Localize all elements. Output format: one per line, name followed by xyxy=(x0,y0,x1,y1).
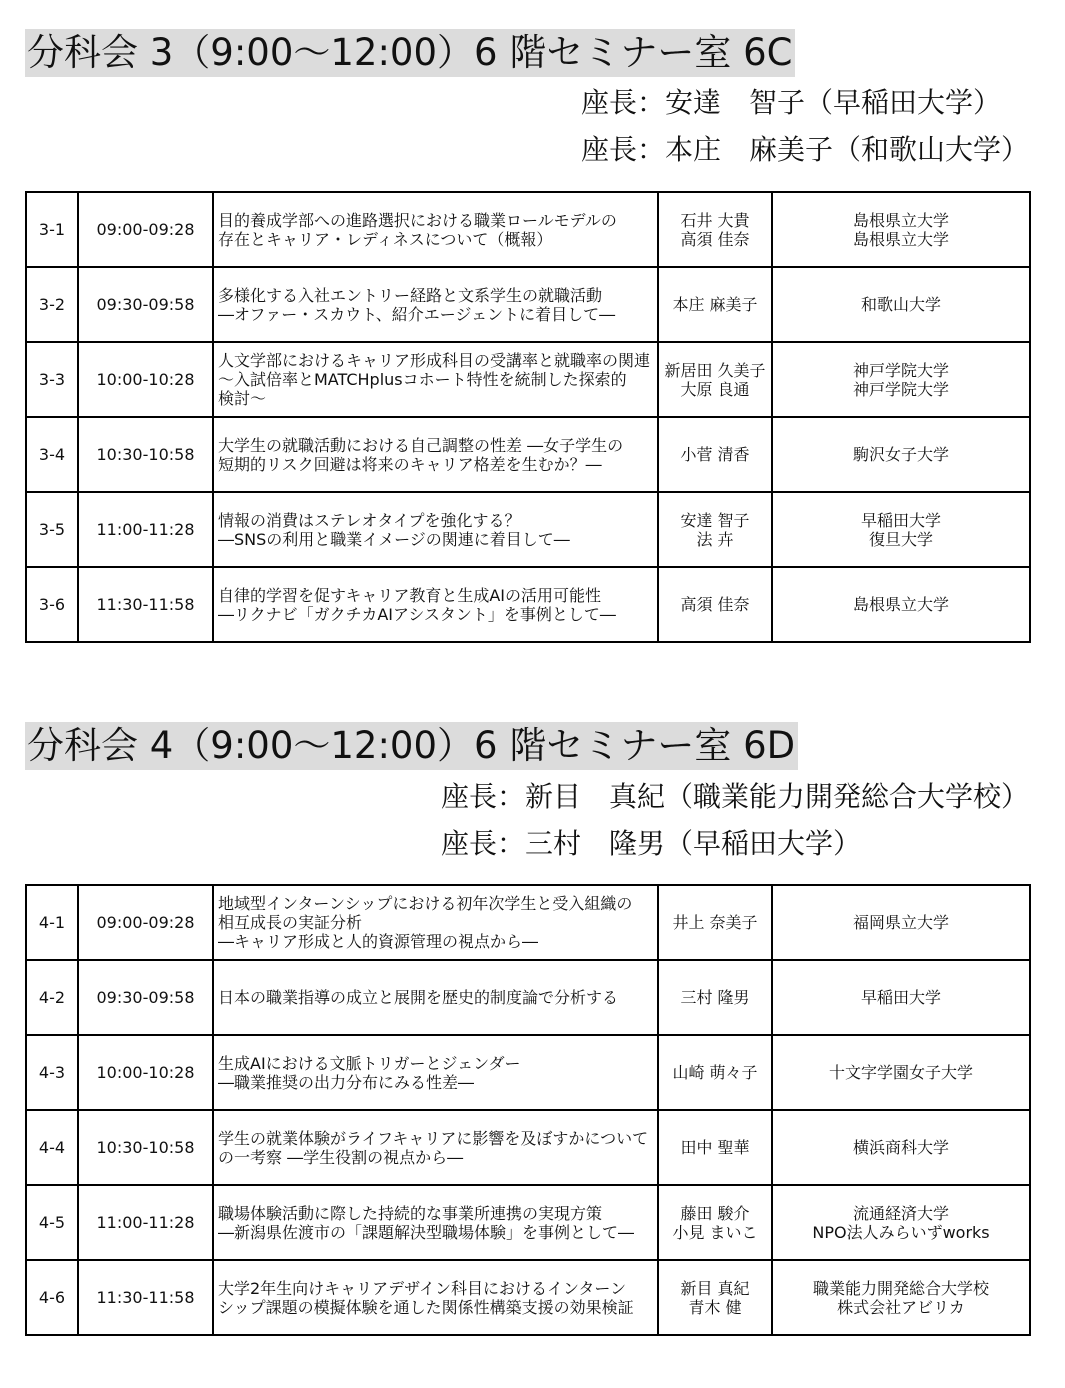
presenter-names xyxy=(658,1110,772,1185)
chair-list xyxy=(581,79,1029,173)
presenter-names xyxy=(658,342,772,417)
title-line: 地域型インターンシップにおける初年次学生と受入組織の xyxy=(218,894,633,913)
affiliation: 復旦大学 xyxy=(868,529,933,549)
affiliation: 神戸学院大学 xyxy=(852,360,949,380)
presenter-names xyxy=(658,1035,772,1110)
affiliation: 島根県立大学 xyxy=(852,595,949,614)
affiliation: 流通経済大学 xyxy=(852,1203,949,1223)
table-row xyxy=(26,192,1030,267)
presenter-affiliations xyxy=(772,267,1030,342)
presentation-time: 09:00-09:28 xyxy=(78,885,213,960)
presenter-name: 石井 大貴 xyxy=(680,210,750,230)
presentation-time: 10:30-10:58 xyxy=(78,1110,213,1185)
affiliation: 神戸学院大学 xyxy=(852,379,949,399)
table-row xyxy=(26,1185,1030,1260)
affiliation: 駒沢女子大学 xyxy=(852,445,949,464)
table-row xyxy=(26,1260,1030,1335)
presenter-name: 安達 智子 xyxy=(680,510,750,530)
title-line: ―SNSの利用と職業イメージの関連に着目して― xyxy=(218,529,570,549)
presenter-name: 本庄 麻美子 xyxy=(672,295,758,314)
presenter-name: 小菅 清香 xyxy=(680,445,750,464)
presenter-affiliations xyxy=(772,1185,1030,1260)
presenter-name: 新居田 久美子 xyxy=(664,360,766,380)
presenter-name: 山崎 萌々子 xyxy=(672,1063,758,1082)
presentation-time: 11:30-11:58 xyxy=(78,567,213,642)
presenter-affiliations xyxy=(772,342,1030,417)
presentation-time: 11:30-11:58 xyxy=(78,1260,213,1335)
presenter-name: 法 卉 xyxy=(696,529,734,549)
title-line: 多様化する入社エントリー経路と文系学生の就職活動 xyxy=(218,285,603,305)
presentation-time: 11:00-11:28 xyxy=(78,1185,213,1260)
table-row xyxy=(26,342,1030,417)
presentation-title xyxy=(213,417,658,492)
presentation-time: 09:00-09:28 xyxy=(78,192,213,267)
affiliation: 福岡県立大学 xyxy=(852,913,949,932)
presenter-names xyxy=(658,960,772,1035)
presenter-name: 青木 健 xyxy=(688,1297,742,1317)
presenter-name: 藤田 駿介 xyxy=(680,1203,750,1223)
title-line: 大学2年生向けキャリアデザイン科目におけるインターン xyxy=(218,1278,627,1298)
presentation-time: 09:30-09:58 xyxy=(78,960,213,1035)
title-line: 検討～ xyxy=(218,389,267,408)
presenter-name: 三村 隆男 xyxy=(680,988,750,1007)
table-row xyxy=(26,1035,1030,1110)
presenter-affiliations xyxy=(772,567,1030,642)
presentation-title xyxy=(213,267,658,342)
session-title: 分科会 4（9:00～12:00）6 階セミナー室 6D xyxy=(25,722,798,770)
presenter-name: 高須 佳奈 xyxy=(680,595,750,614)
presenter-affiliations xyxy=(772,192,1030,267)
title-line: ―職業推奨の出力分布にみる性差― xyxy=(218,1072,475,1092)
affiliation: 和歌山大学 xyxy=(860,295,941,314)
presenter-name: 小見 まいこ xyxy=(672,1222,758,1242)
affiliation: 職業能力開発総合大学校 xyxy=(812,1278,989,1298)
table-row xyxy=(26,567,1030,642)
presentation-number: 4-5 xyxy=(26,1185,78,1260)
presentation-title xyxy=(213,885,658,960)
title-line: 存在とキャリア・レディネスについて（概報） xyxy=(218,229,553,249)
presenter-affiliations xyxy=(772,960,1030,1035)
presentation-number: 4-3 xyxy=(26,1035,78,1110)
presenter-affiliations xyxy=(772,492,1030,567)
table-row xyxy=(26,267,1030,342)
presenter-names xyxy=(658,417,772,492)
title-line: 自律的学習を促すキャリア教育と生成AIの活用可能性 xyxy=(218,585,602,605)
presenter-name: 高須 佳奈 xyxy=(680,229,750,249)
presentation-number: 3-1 xyxy=(26,192,78,267)
presenter-names xyxy=(658,492,772,567)
presentation-number: 4-2 xyxy=(26,960,78,1035)
title-line: ―オファー・スカウト、紹介エージェントに着目して― xyxy=(218,304,616,324)
session-title: 分科会 3（9:00～12:00）6 階セミナー室 6C xyxy=(25,29,795,77)
presenter-affiliations xyxy=(772,1110,1030,1185)
title-line: 大学生の就職活動における自己調整の性差 ―女子学生の xyxy=(218,435,624,455)
presentation-title xyxy=(213,342,658,417)
title-line: 人文学部におけるキャリア形成科目の受講率と就職率の関連 xyxy=(218,351,651,370)
presenter-affiliations xyxy=(772,1035,1030,1110)
presentation-title xyxy=(213,492,658,567)
chair-line: 座長：新目 真紀（職業能力開発総合大学校） xyxy=(440,780,1029,813)
title-line: 目的養成学部への進路選択における職業ロールモデルの xyxy=(218,210,617,230)
presentation-number: 4-6 xyxy=(26,1260,78,1335)
presenter-name: 井上 奈美子 xyxy=(672,913,758,932)
affiliation: 十文字学園女子大学 xyxy=(828,1063,973,1082)
chair-line: 座長：本庄 麻美子（和歌山大学） xyxy=(580,133,1029,166)
schedule-table xyxy=(25,884,1031,1336)
chair-line: 座長：三村 隆男（早稲田大学） xyxy=(440,827,861,860)
title-line: 日本の職業指導の成立と展開を歴史的制度論で分析する xyxy=(218,988,619,1007)
presentation-number: 3-4 xyxy=(26,417,78,492)
title-line: ―キャリア形成と人的資源管理の視点から― xyxy=(218,932,539,951)
presenter-affiliations xyxy=(772,885,1030,960)
presentation-time: 10:00-10:28 xyxy=(78,342,213,417)
presentation-title xyxy=(213,1110,658,1185)
affiliation: 島根県立大学 xyxy=(852,229,949,249)
presentation-time: 11:00-11:28 xyxy=(78,492,213,567)
presentation-time: 09:30-09:58 xyxy=(78,267,213,342)
affiliation: 早稲田大学 xyxy=(860,988,941,1007)
schedule-body xyxy=(26,885,1030,1335)
presentation-number: 3-5 xyxy=(26,492,78,567)
presentation-title xyxy=(213,1185,658,1260)
presenter-affiliations xyxy=(772,1260,1030,1335)
title-line: 生成AIにおける文脈トリガーとジェンダー xyxy=(218,1053,521,1073)
chair-line: 座長：安達 智子（早稲田大学） xyxy=(580,86,1001,119)
chair-list xyxy=(441,773,1029,867)
presenter-names xyxy=(658,1260,772,1335)
presentation-number: 3-6 xyxy=(26,567,78,642)
title-line: 学生の就業体験がライフキャリアに影響を及ぼすかについて xyxy=(218,1128,649,1148)
presenter-names xyxy=(658,192,772,267)
presentation-time: 10:30-10:58 xyxy=(78,417,213,492)
presentation-number: 4-1 xyxy=(26,885,78,960)
affiliation: 早稲田大学 xyxy=(860,510,941,530)
presentation-title xyxy=(213,1260,658,1335)
affiliation: 島根県立大学 xyxy=(852,210,949,230)
title-line: 短期的リスク回避は将来のキャリア格差を生むか？― xyxy=(218,454,602,474)
schedule-table xyxy=(25,191,1031,643)
presenter-name: 田中 聖華 xyxy=(680,1138,750,1157)
affiliation: 横浜商科大学 xyxy=(852,1138,949,1157)
presentation-title xyxy=(213,192,658,267)
title-line: の一考察 ―学生役割の視点から― xyxy=(218,1147,464,1167)
table-row xyxy=(26,960,1030,1035)
presenter-affiliations xyxy=(772,417,1030,492)
presentation-title xyxy=(213,960,658,1035)
table-row xyxy=(26,417,1030,492)
presenter-name: 新目 真紀 xyxy=(680,1278,750,1298)
title-line: 職場体験活動に際した持続的な事業所連携の実現方策 xyxy=(218,1203,603,1223)
title-line: ―リクナビ「ガクチカAIアシスタント」を事例として― xyxy=(218,604,616,624)
title-line: ―新潟県佐渡市の「課題解決型職場体験」を事例として― xyxy=(218,1222,635,1242)
table-row xyxy=(26,492,1030,567)
affiliation: 株式会社アビリカ xyxy=(837,1297,965,1317)
presentation-time: 10:00-10:28 xyxy=(78,1035,213,1110)
presentation-number: 3-2 xyxy=(26,267,78,342)
presenter-names xyxy=(658,267,772,342)
table-row xyxy=(26,885,1030,960)
presenter-names xyxy=(658,567,772,642)
presenter-names xyxy=(658,1185,772,1260)
affiliation: NPO法人みらいずworks xyxy=(812,1222,990,1242)
table-row xyxy=(26,1110,1030,1185)
title-line: ～入試倍率とMATCHplusコホート特性を統制した探索的 xyxy=(218,370,627,389)
presentation-title xyxy=(213,1035,658,1110)
title-line: 情報の消費はステレオタイプを強化する？ xyxy=(218,510,521,530)
presentation-title xyxy=(213,567,658,642)
title-line: シップ課題の模擬体験を通した関係性構築支援の効果検証 xyxy=(218,1297,634,1317)
presentation-number: 4-4 xyxy=(26,1110,78,1185)
presenter-name: 大原 良通 xyxy=(680,379,750,399)
presentation-number: 3-3 xyxy=(26,342,78,417)
presenter-names xyxy=(658,885,772,960)
title-line: 相互成長の実証分析 xyxy=(218,913,363,932)
schedule-body xyxy=(26,192,1030,642)
